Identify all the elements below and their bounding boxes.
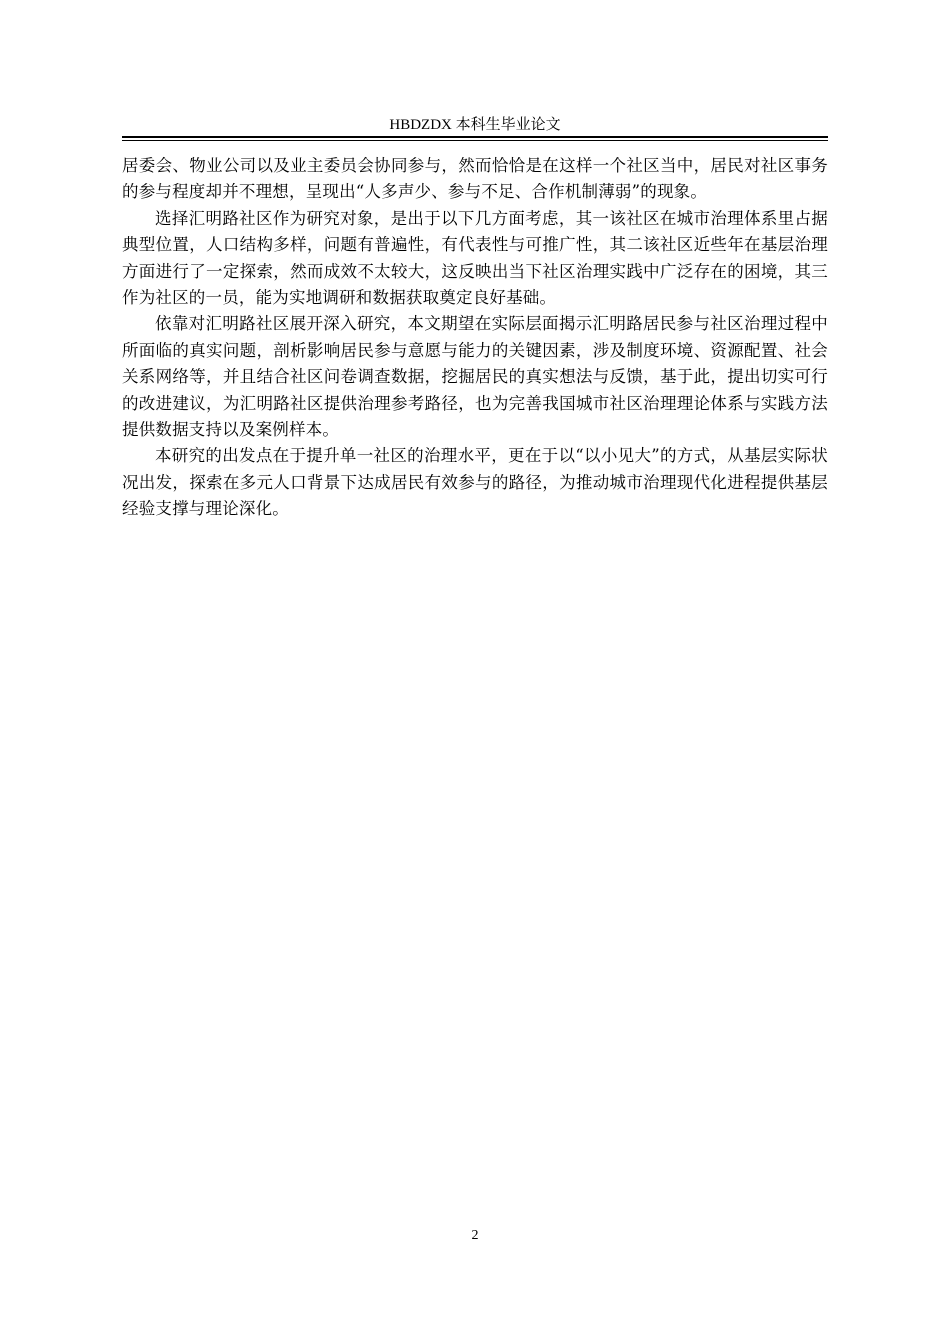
paragraph-research-object: 选择汇明路社区作为研究对象，是出于以下几方面考虑，其一该社区在城市治理体系里占据典型位置，人口结构多样，问题有普遍性，有代表性与可推广性，其二该社区近些年在基层治理方面进行了一定探索，然而成效不太较大，这反映出当下社区治理实践中广泛存在的困境，其三作为社区的一员，能为实地调研和数据获取奠定良好基础。 xyxy=(122,208,828,308)
paragraph-continued: 居委会、物业公司以及业主委员会协同参与，然而恰恰是在这样一个社区当中，居民对社区事务的参与程度却并不理想，呈现出“人多声少、参与不足、合作机制薄弱”的现象。 xyxy=(122,156,828,202)
header-rule-thin xyxy=(122,140,828,141)
page-number: 2 xyxy=(471,1228,479,1243)
paragraph-research-goal: 依靠对汇明路社区展开深入研究，本文期望在实际层面揭示汇明路居民参与社区治理过程中所面临的真实问题，剖析影响居民参与意愿与能力的关键因素，涉及制度环境、资源配置、社会关系网络等，并且结合社区问卷调查数据，挖掘居民的真实想法与反馈，基于此，提出切实可行的改进建议，为汇明路社区提供治理参考路径，也为完善我国城市社区治理理论体系与实践方法提供数据支持以及案例样本。 xyxy=(122,314,828,440)
running-header: HBDZDX 本科生毕业论文 xyxy=(389,117,561,133)
body-text xyxy=(122,153,828,523)
paragraph-research-significance: 本研究的出发点在于提升单一社区的治理水平，更在于以“以小见大”的方式，从基层实际状况出发，探索在多元人口背景下达成居民有效参与的路径，为推动城市治理现代化进程提供基层经验支撑与理论深化。 xyxy=(122,446,828,519)
header-rule-thick xyxy=(122,136,828,138)
